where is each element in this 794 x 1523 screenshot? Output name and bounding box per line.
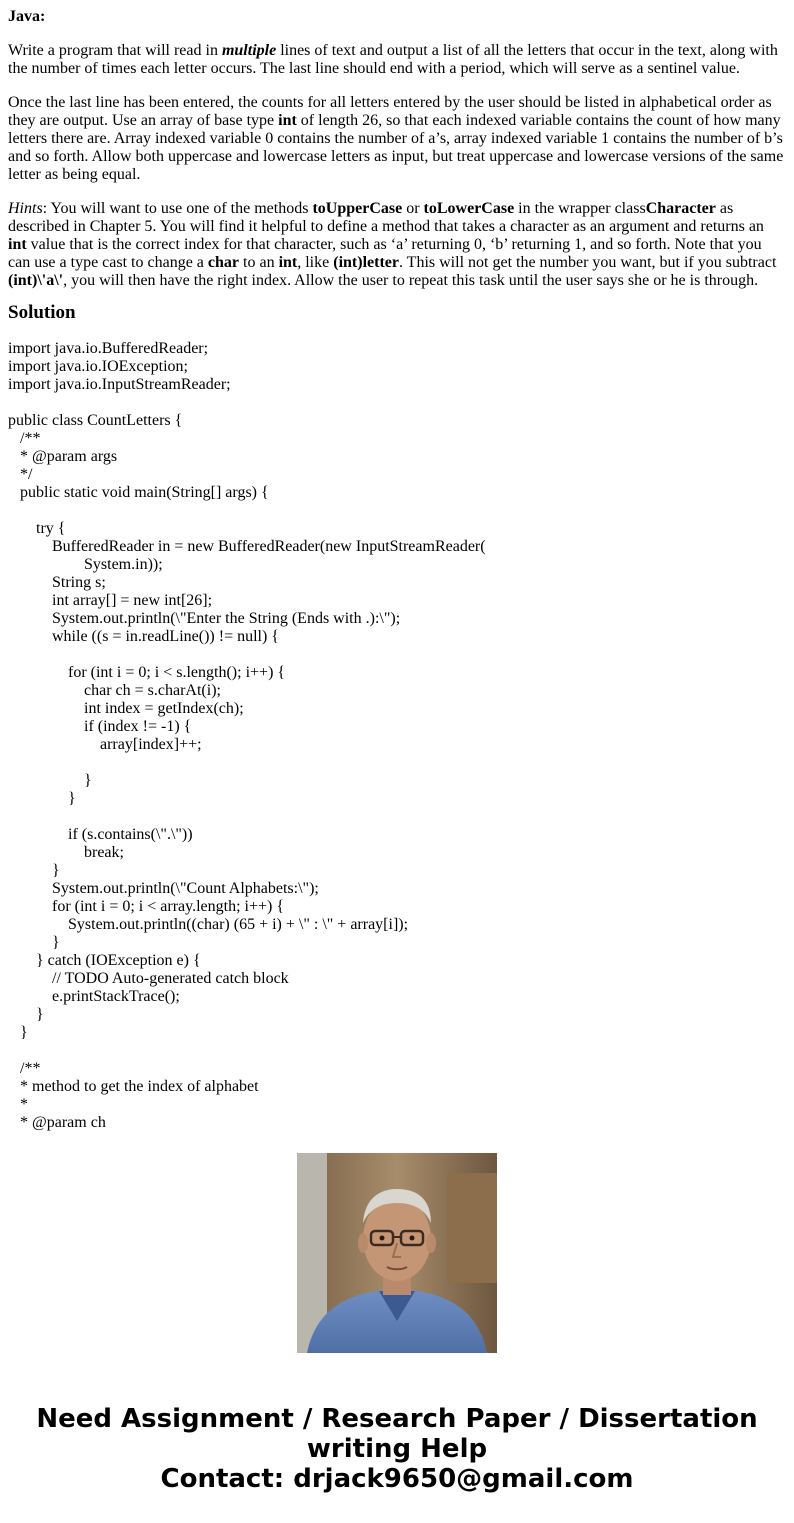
solution-code [8, 340, 786, 1131]
code-line: System.out.println((char) (65 + i) + \" : \" + array[i]); [8, 916, 409, 933]
code-line [8, 646, 786, 664]
banner-contact: Contact: drjack9650@gmail.com [160, 1464, 634, 1494]
code-line: public static void main(String[] args) { [8, 484, 269, 501]
code-line: int array[] = new int[26]; [8, 592, 213, 609]
help-banner [0, 1404, 794, 1494]
code-line: import java.io.InputStreamReader; [8, 376, 231, 393]
code-line: while ((s = in.readLine()) != null) { [8, 628, 279, 645]
code-line: for (int i = 0; i < s.length(); i++) { [8, 664, 286, 681]
question-paragraph-2: Once the last line has been entered, the counts for all letters entered by the user should be listed in alphabetical order as they are output. Use an array of base type int of length 26, so that each indexed variable contains the count of how many letters there are. Array indexed variable 0 contains the number of a’s, array indexed variable 1 contains the number of b’s and so forth. Allow both uppercase and lowercase letters as input, but treat uppercase and lowercase versions of the same letter as being equal. [8, 94, 784, 183]
portrait-image [297, 1153, 497, 1353]
code-line: } [8, 934, 60, 951]
code-line: char ch = s.charAt(i); [8, 682, 221, 699]
code-line: * [8, 1096, 28, 1113]
code-line: System.in)); [8, 556, 163, 573]
code-line: int index = getIndex(ch); [8, 700, 244, 717]
code-line: public class CountLetters { [8, 412, 183, 429]
code-line [8, 394, 786, 412]
code-line: if (s.contains(\".\")) [8, 826, 193, 843]
language-heading: Java: [8, 8, 46, 25]
author-photo [297, 1153, 497, 1353]
banner-line-1: Need Assignment / Research Paper / Dissertation [36, 1404, 758, 1434]
code-line: import java.io.IOException; [8, 358, 188, 375]
code-line: break; [8, 844, 124, 861]
code-line: /** [8, 1060, 41, 1077]
code-line: } [8, 862, 60, 879]
question-content [8, 0, 786, 1131]
question-paragraph-1: Write a program that will read in multiple lines of text and output a list of all the letters that occur in the text, along with the number of times each letter occurs. The last line should end with a period, which will serve as a sentinel value. [8, 42, 778, 77]
code-line [8, 502, 786, 520]
code-line: /** [8, 430, 41, 447]
code-line: import java.io.BufferedReader; [8, 340, 209, 357]
code-line: * @param ch [8, 1114, 106, 1131]
code-line: array[index]++; [8, 736, 202, 753]
code-line: } [8, 790, 76, 807]
code-line: e.printStackTrace(); [8, 988, 180, 1005]
code-line: // TODO Auto-generated catch block [8, 970, 289, 987]
code-line [8, 1042, 786, 1060]
solution-heading: Solution [8, 302, 76, 323]
code-line: } catch (IOException e) { [8, 952, 201, 969]
code-line: try { [8, 520, 66, 537]
code-line: } [8, 1024, 28, 1041]
question-paragraph-3: Hints: You will want to use one of the methods toUpperCase or toLowerCase in the wrapper classCharacter as described in Chapter 5. You will find it helpful to define a method that takes a character as an argument and returns an int value that is the correct index for that character, such as ‘a’ returning 0, ‘b’ returning 1, and so forth. Note that you can use a type cast to change a char to an int, like (int)letter. This will not get the number you want, but if you subtract (int)\'a\', you will then have the right index. Allow the user to repeat this task until the user says she or he is through. [8, 200, 777, 289]
code-line: * method to get the index of alphabet [8, 1078, 259, 1095]
code-line: System.out.println(\"Enter the String (Ends with .):\"); [8, 610, 401, 627]
banner-line-2: writing Help [306, 1434, 488, 1464]
code-line: String s; [8, 574, 106, 591]
code-line: if (index != -1) { [8, 718, 192, 735]
code-line: for (int i = 0; i < array.length; i++) { [8, 898, 285, 915]
code-line: BufferedReader in = new BufferedReader(new InputStreamReader( [8, 538, 486, 555]
code-line [8, 754, 786, 772]
code-line: */ [8, 466, 33, 483]
code-line: * @param args [8, 448, 118, 465]
code-line: } [8, 772, 92, 789]
code-line: } [8, 1006, 44, 1023]
code-line [8, 808, 786, 826]
code-line: System.out.println(\"Count Alphabets:\"); [8, 880, 319, 897]
